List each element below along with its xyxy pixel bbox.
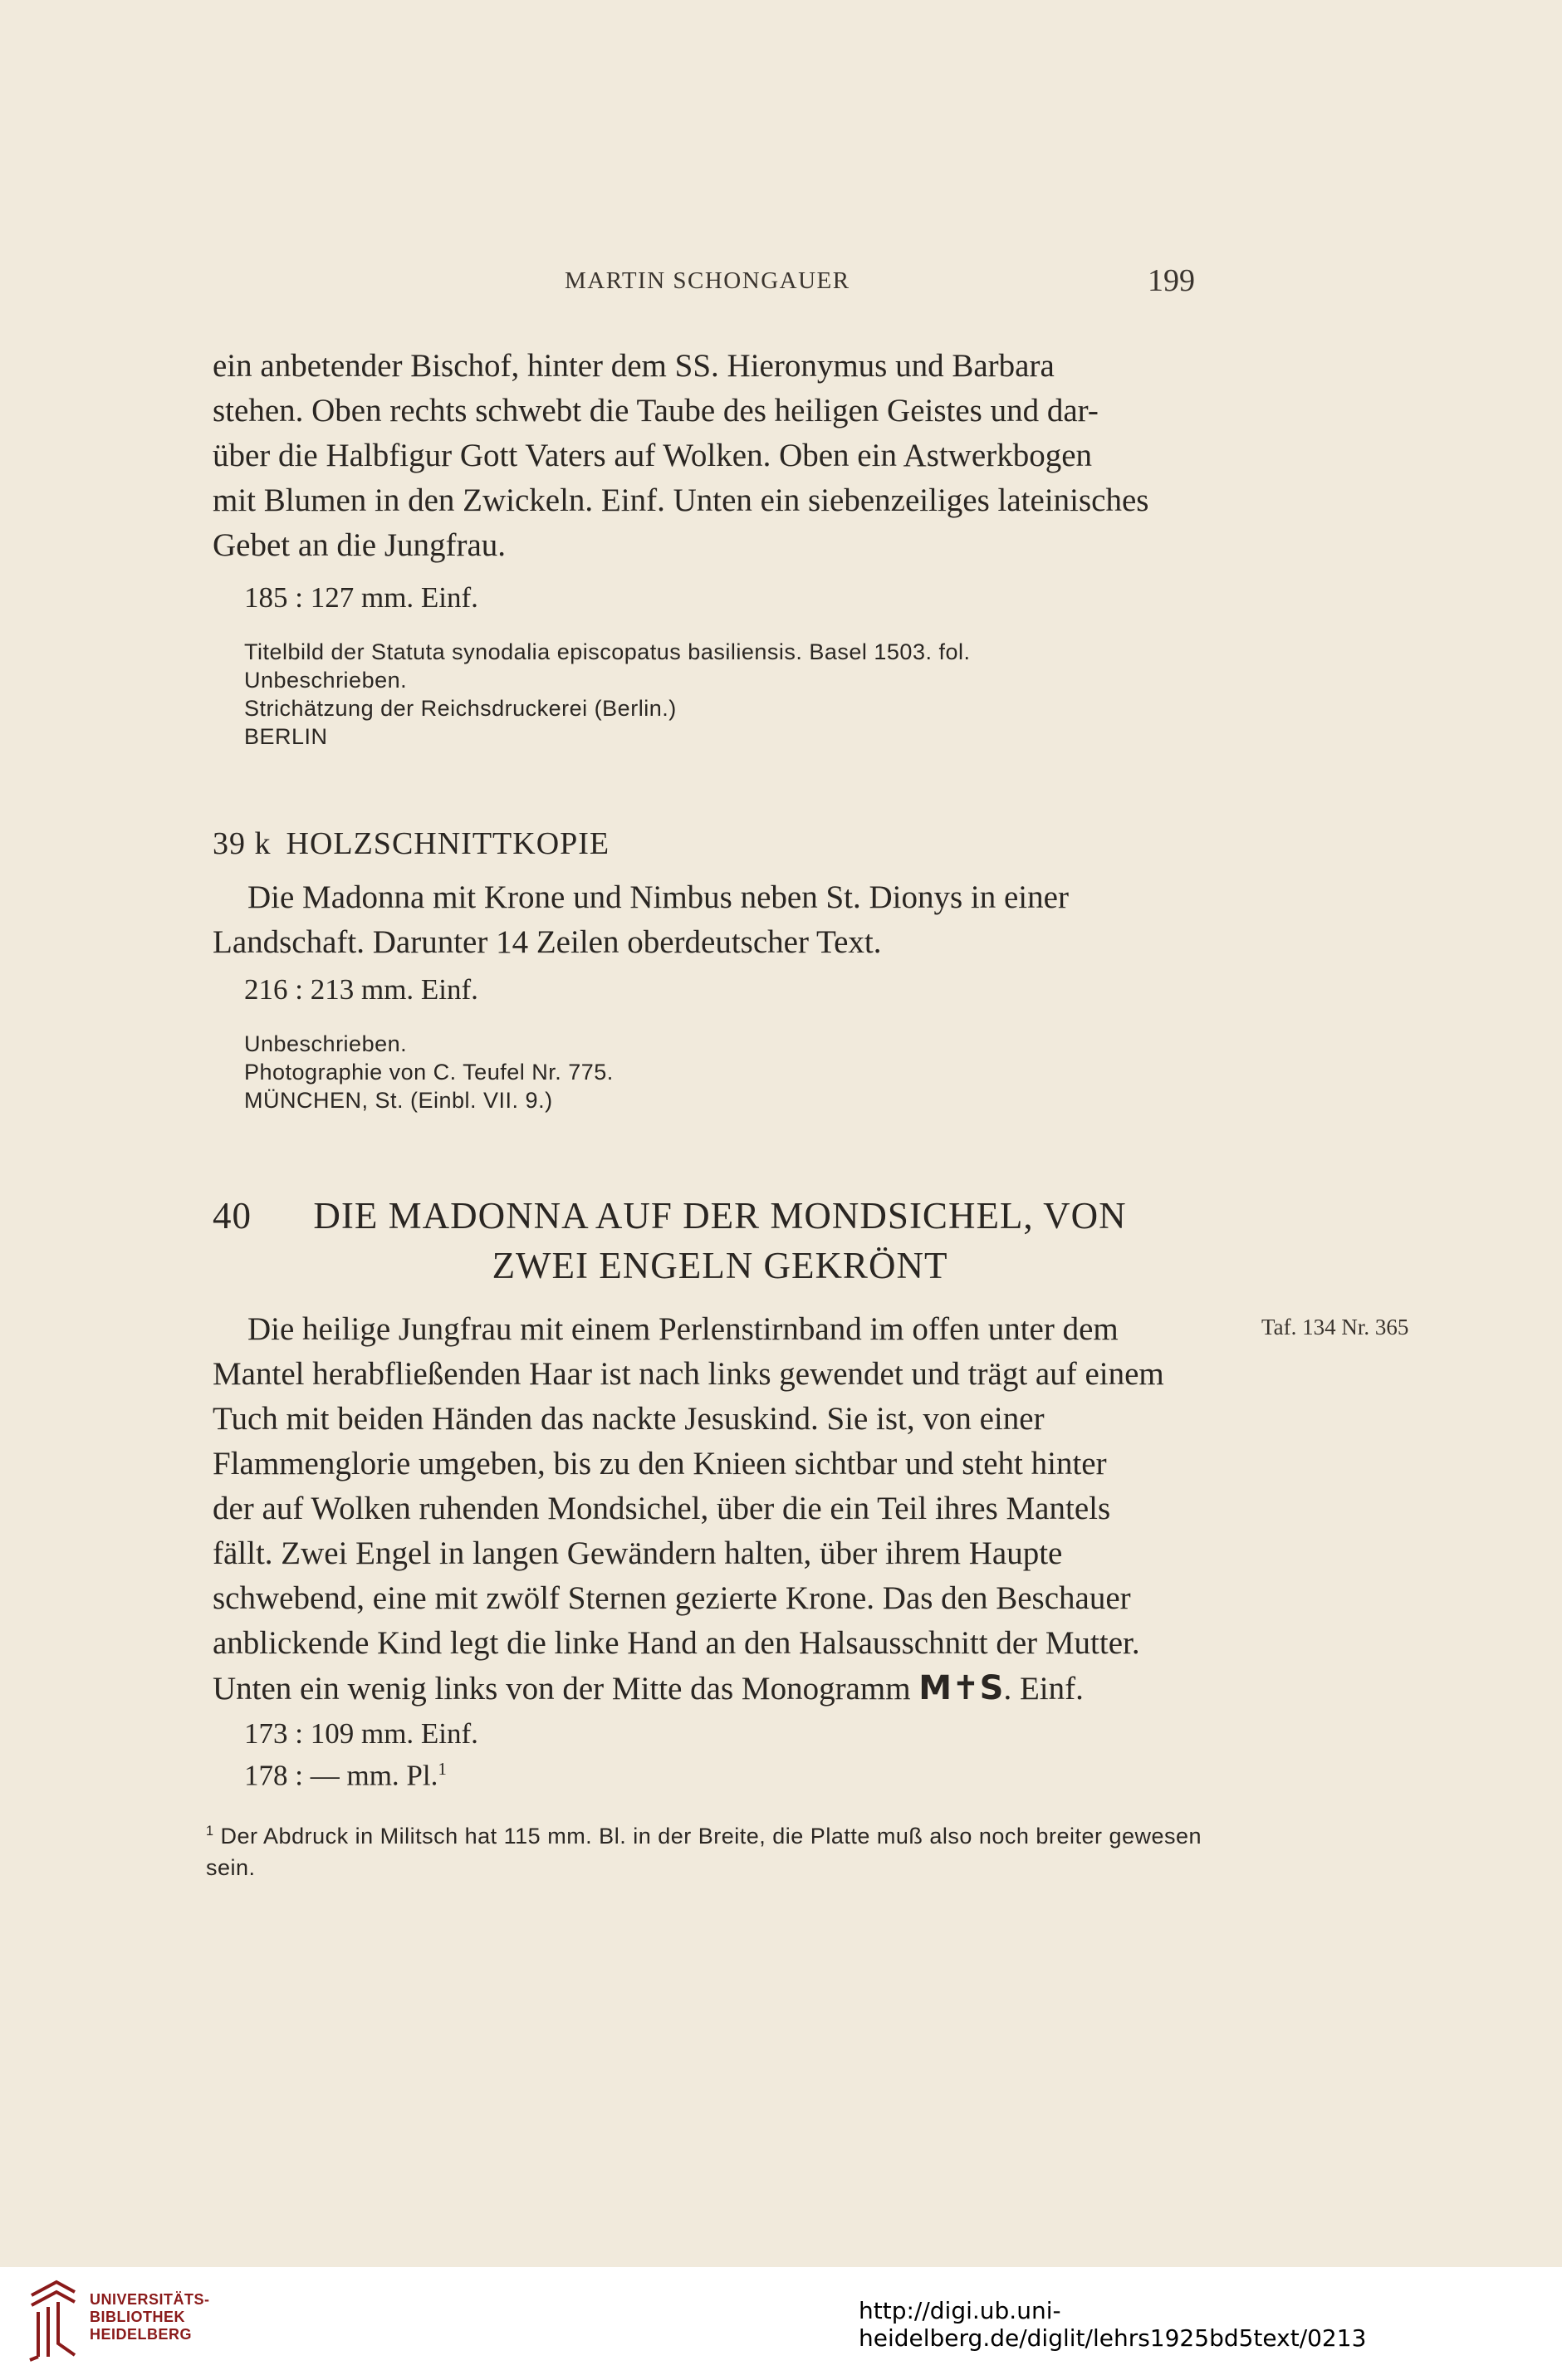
note-line: Unbeschrieben. (244, 1031, 408, 1056)
text-segment: Unten ein wenig links von der Mitte das Monogramm (213, 1671, 911, 1707)
section-heading-40 (213, 1191, 1227, 1290)
measurement: 173 : 109 mm. Einf. (244, 1717, 478, 1750)
footnote (206, 1815, 1227, 1883)
measurement-text: 178 : — mm. Pl. (244, 1759, 438, 1792)
text-line: Mantel herabfließenden Haar ist nach links gewendet und trägt auf einem (213, 1356, 1164, 1392)
footnote-number: 1 (206, 1824, 214, 1839)
library-name (90, 2291, 210, 2343)
notes-block (244, 638, 971, 751)
library-name-line: UNIVERSITÄTS- (90, 2291, 210, 2308)
running-title: MARTIN SCHONGAUER (565, 267, 850, 294)
measurement: 185 : 127 mm. Einf. (244, 581, 478, 614)
text-line: schwebend, eine mit zwölf Sternen gezierte Krone. Das den Beschauer (213, 1580, 1131, 1616)
section-heading-39k (213, 825, 610, 862)
footnote-marker: 1 (438, 1759, 447, 1779)
note-line: MÜNCHEN, St. (Einbl. VII. 9.) (244, 1088, 553, 1113)
paragraph-intro (213, 344, 1227, 568)
text-line: Flammenglorie umgeben, bis zu den Knieen sichtbar und steht hinter (213, 1446, 1107, 1481)
library-logo-icon (23, 2279, 81, 2362)
source-url-link[interactable]: http://digi.ub.uni-heidelberg.de/diglit/lehrs1925bd5text/0213 (859, 2297, 1367, 2352)
paragraph-39k (213, 875, 1227, 965)
monogram: M✝S (918, 1669, 1004, 1707)
margin-reference: Taf. 134 Nr. 365 (1261, 1315, 1409, 1339)
text-line: über die Halbfigur Gott Vaters auf Wolken. Oben ein Astwerkbogen (213, 438, 1092, 473)
note-line: BERLIN (244, 724, 328, 749)
text-line: fällt. Zwei Engel in langen Gewändern halten, über ihrem Haupte (213, 1535, 1063, 1571)
footnote-text: Der Abdruck in Militsch hat 115 mm. Bl. in der Breite, die Platte muß also noch breiter gewesen sein. (206, 1824, 1202, 1880)
section-number: 39 k (213, 826, 272, 861)
measurement: 216 : 213 mm. Einf. (244, 973, 478, 1006)
text-line: ein anbetender Bischof, hinter dem SS. Hieronymus und Barbara (213, 348, 1055, 384)
library-name-line: HEIDELBERG (90, 2326, 193, 2343)
text-line: Die Madonna mit Krone und Nimbus neben St. Dionys in einer (247, 879, 1069, 915)
text-line: mit Blumen in den Zwickeln. Einf. Unten ein siebenzeiliges lateinisches (213, 482, 1149, 518)
section-title: HOLZSCHNITTKOPIE (286, 826, 610, 861)
notes-block (244, 1030, 614, 1114)
text-line: der auf Wolken ruhenden Mondsichel, über die ein Teil ihres Mantels (213, 1491, 1111, 1526)
library-name-line: BIBLIOTHEK (90, 2309, 185, 2325)
page-number: 199 (1148, 263, 1195, 298)
text-line: Tuch mit beiden Händen das nackte Jesuskind. Sie ist, von einer (213, 1401, 1045, 1437)
measurement (244, 1759, 447, 1793)
section-number: 40 (213, 1195, 252, 1237)
note-line: Strichätzung der Reichsdruckerei (Berlin.) (244, 696, 677, 721)
section-title-line: ZWEI ENGELN GEKRÖNT (492, 1245, 948, 1286)
note-line: Unbeschrieben. (244, 668, 408, 693)
text-line: anblickende Kind legt die linke Hand an den Halsausschnitt der Mutter. (213, 1625, 1140, 1661)
text-line: Landschaft. Darunter 14 Zeilen oberdeutscher Text. (213, 924, 882, 960)
note-line: Photographie von C. Teufel Nr. 775. (244, 1060, 614, 1085)
text-line: Die heilige Jungfrau mit einem Perlenstirnband im offen unter dem (247, 1311, 1119, 1347)
note-line: Titelbild der Statuta synodalia episcopatus basiliensis. Basel 1503. fol. (244, 639, 971, 664)
text-line: Gebet an die Jungfrau. (213, 527, 507, 563)
section-title-line: DIE MADONNA AUF DER MONDSICHEL, VON (313, 1195, 1127, 1237)
text-line: stehen. Oben rechts schwebt die Taube des heiligen Geistes und dar- (213, 393, 1099, 428)
text-segment: . Einf. (1003, 1671, 1084, 1707)
paragraph-40 (213, 1307, 1227, 1712)
text-line (213, 1666, 1227, 1712)
